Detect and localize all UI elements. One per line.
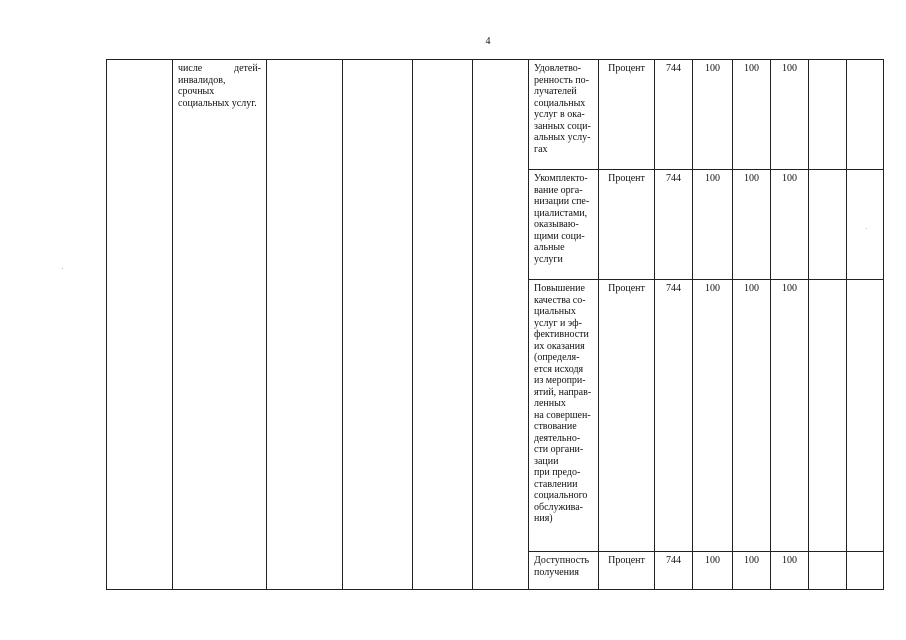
- table-cell-empty: [107, 60, 173, 590]
- table-cell-empty: [847, 170, 884, 280]
- indicator-name: Повышение качества со- циальных услуг и эф- фективности их оказания (определя- ется исходя из меропри- ятий, направ- ленных на совершен- ствование деятельно- сти органи- зации при предо- ставлении социального обслужива- ния): [529, 280, 599, 552]
- value-cell: 100: [693, 60, 733, 170]
- unit-cell: Процент: [599, 60, 655, 170]
- value-cell: 100: [733, 60, 771, 170]
- scan-artifact: [62, 268, 63, 269]
- table-cell-empty: [343, 60, 413, 590]
- okei-code-cell: 744: [655, 170, 693, 280]
- services-table: [106, 59, 884, 590]
- table-cell-empty: [809, 280, 847, 552]
- service-content-cell: числе детей-инвалидов, срочных социальных услуг.: [173, 60, 267, 590]
- value-cell: 100: [771, 170, 809, 280]
- okei-code-cell: 744: [655, 60, 693, 170]
- value-cell: 100: [771, 552, 809, 590]
- value-cell: 100: [733, 552, 771, 590]
- page-number: 4: [485, 36, 491, 47]
- value-cell: 100: [693, 552, 733, 590]
- value-cell: 100: [733, 170, 771, 280]
- indicator-name: Укомплекто- вание орга- низации спе- циалистами, оказываю- щими соци- альные услуги: [529, 170, 599, 280]
- value-cell: 100: [733, 280, 771, 552]
- unit-cell: Процент: [599, 170, 655, 280]
- okei-code-cell: 744: [655, 280, 693, 552]
- table-cell-empty: [847, 280, 884, 552]
- value-cell: 100: [771, 280, 809, 552]
- indicator-name: Удовлетво- ренность по- лучателей социальных услуг в ока- занных соци- альных услу- гах: [529, 60, 599, 170]
- table-cell-empty: [809, 170, 847, 280]
- indicator-name: Доступность получения: [529, 552, 599, 590]
- table-row: [107, 60, 884, 170]
- table-cell-empty: [267, 60, 343, 590]
- value-cell: 100: [693, 280, 733, 552]
- value-cell: 100: [693, 170, 733, 280]
- table-cell-empty: [413, 60, 473, 590]
- table-cell-empty: [473, 60, 529, 590]
- table-cell-empty: [847, 60, 884, 170]
- okei-code-cell: 744: [655, 552, 693, 590]
- unit-cell: Процент: [599, 280, 655, 552]
- table-cell-empty: [847, 552, 884, 590]
- unit-cell: Процент: [599, 552, 655, 590]
- value-cell: 100: [771, 60, 809, 170]
- scan-artifact: [866, 228, 867, 229]
- table-cell-empty: [809, 552, 847, 590]
- table-cell-empty: [809, 60, 847, 170]
